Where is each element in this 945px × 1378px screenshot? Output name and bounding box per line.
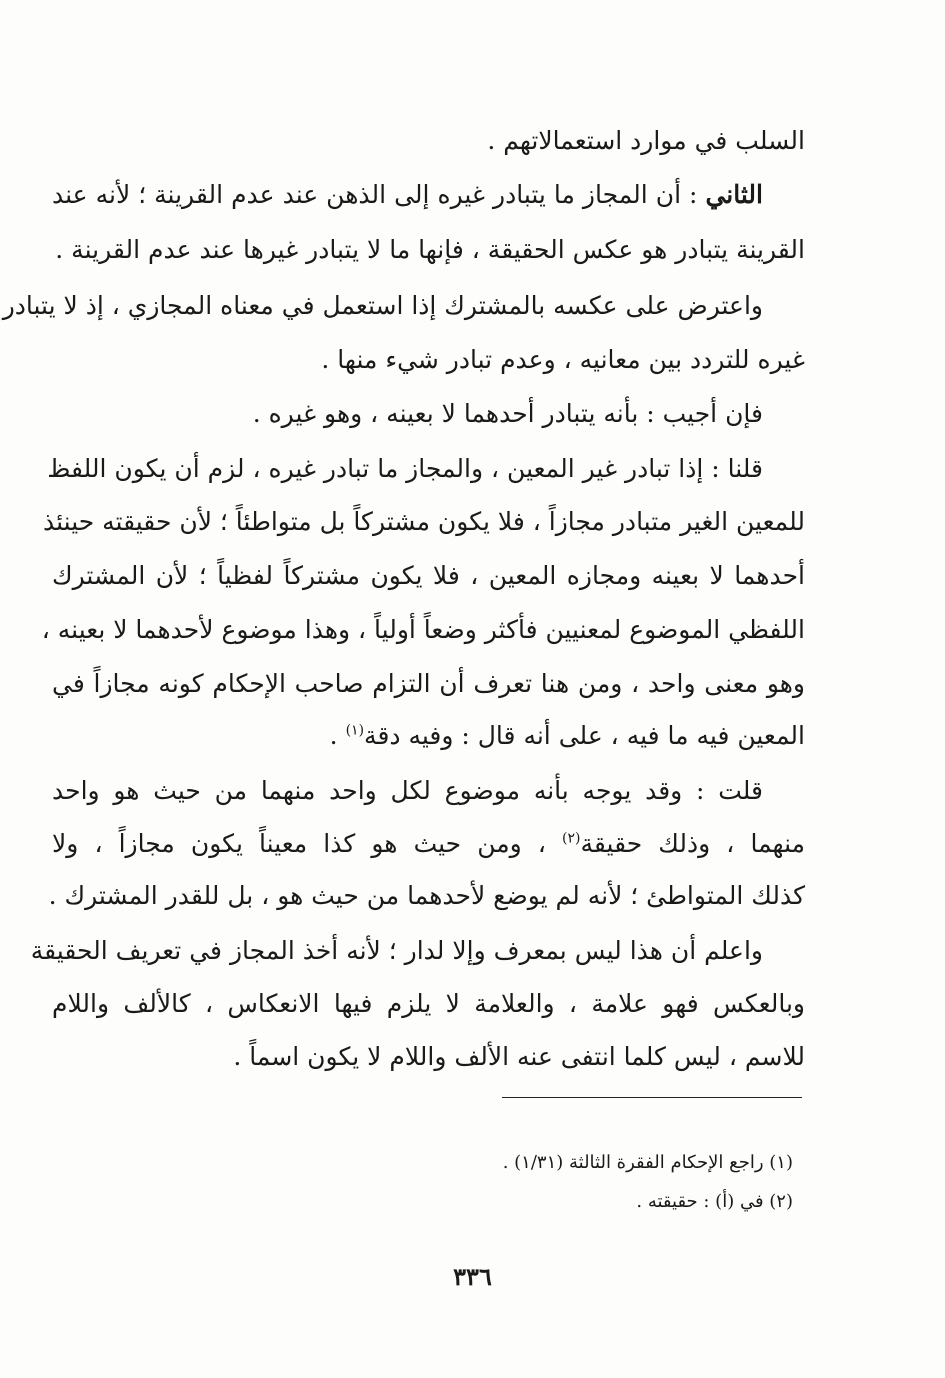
footnote-ref-2[interactable]: (٢)	[562, 830, 581, 847]
body-line-15: كذلك المتواطئ ؛ لأنه لم يوضع لأحدهما من حيث هو ، بل للقدر المشترك .	[48, 881, 805, 910]
section-label: الثاني	[705, 180, 763, 209]
body-line-6: فإن أجيب : بأنه يتبادر أحدهما لا بعينه ، وهو غيره .	[252, 399, 763, 428]
body-line-16: واعلم أن هذا ليس بمعرف وإلا لدار ؛ لأنه أخذ المجاز في تعريف الحقيقة	[30, 936, 763, 965]
body-line-1: السلب في موارد استعمالاتهم .	[487, 126, 805, 155]
body-line-5: غيره للتردد بين معانيه ، وعدم تبادر شيء منها .	[321, 345, 805, 374]
body-line-13: قلت : وقد يوجه بأنه موضوع لكل واحد منهما من حيث هو واحد	[52, 776, 763, 805]
body-line-10: اللفظي الموضوع لمعنيين فأكثر وضعاً أولياً ، وهذا موضوع لأحدهما لا بعينه ،	[41, 615, 805, 644]
body-line-3: القرينة يتبادر هو عكس الحقيقة ، فإنها ما لا يتبادر غيرها عند عدم القرينة .	[55, 235, 805, 264]
footnote-2: (٢) في (أ) : حقيقته .	[636, 1191, 793, 1212]
body-line-11: وهو معنى واحد ، ومن هنا تعرف أن التزام صاحب الإحكام كونه مجازاً في	[52, 669, 805, 698]
body-line-18: للاسم ، ليس كلما انتفى عنه الألف واللام لا يكون اسماً .	[233, 1042, 805, 1071]
body-line-14: منهما ، وذلك حقيقة$^{(٢)}$ ، ومن حيث هو كذا معيناً يكون مجازاً ، ولا	[52, 829, 806, 858]
body-line-12: المعين فيه ما فيه ، على أنه قال : وفيه دقة$^{(١)}$ .	[329, 721, 805, 750]
body-line-7: قلنا : إذا تبادر غير المعين ، والمجاز ما تبادر غيره ، لزم أن يكون اللفظ	[47, 454, 763, 483]
body-line-8: للمعين الغير متبادر مجازاً ، فلا يكون مشتركاً بل متواطئاً ؛ لأن حقيقته حينئذ	[43, 507, 805, 536]
body-line-17: وبالعكس فهو علامة ، والعلامة لا يلزم فيها الانعكاس ، كالألف واللام	[52, 989, 805, 1018]
footnote-ref-1[interactable]: (١)	[345, 722, 365, 739]
body-line-2: الثاني : أن المجاز ما يتبادر غيره إلى الذهن عند عدم القرينة ؛ لأنه عند	[52, 180, 763, 209]
page-number: ٣٣٦	[453, 1262, 492, 1291]
body-line-9: أحدهما لا بعينه ومجازه المعين ، فلا يكون مشتركاً لفظياً ؛ لأن المشترك	[52, 561, 805, 590]
footnote-separator	[502, 1097, 802, 1098]
body-line-4: واعترض على عكسه بالمشترك إذا استعمل في معناه المجازي ، إذ لا يتبادر	[2, 291, 763, 320]
footnote-1: (١) راجع الإحكام الفقرة الثالثة (١/٣١) .	[502, 1152, 793, 1173]
